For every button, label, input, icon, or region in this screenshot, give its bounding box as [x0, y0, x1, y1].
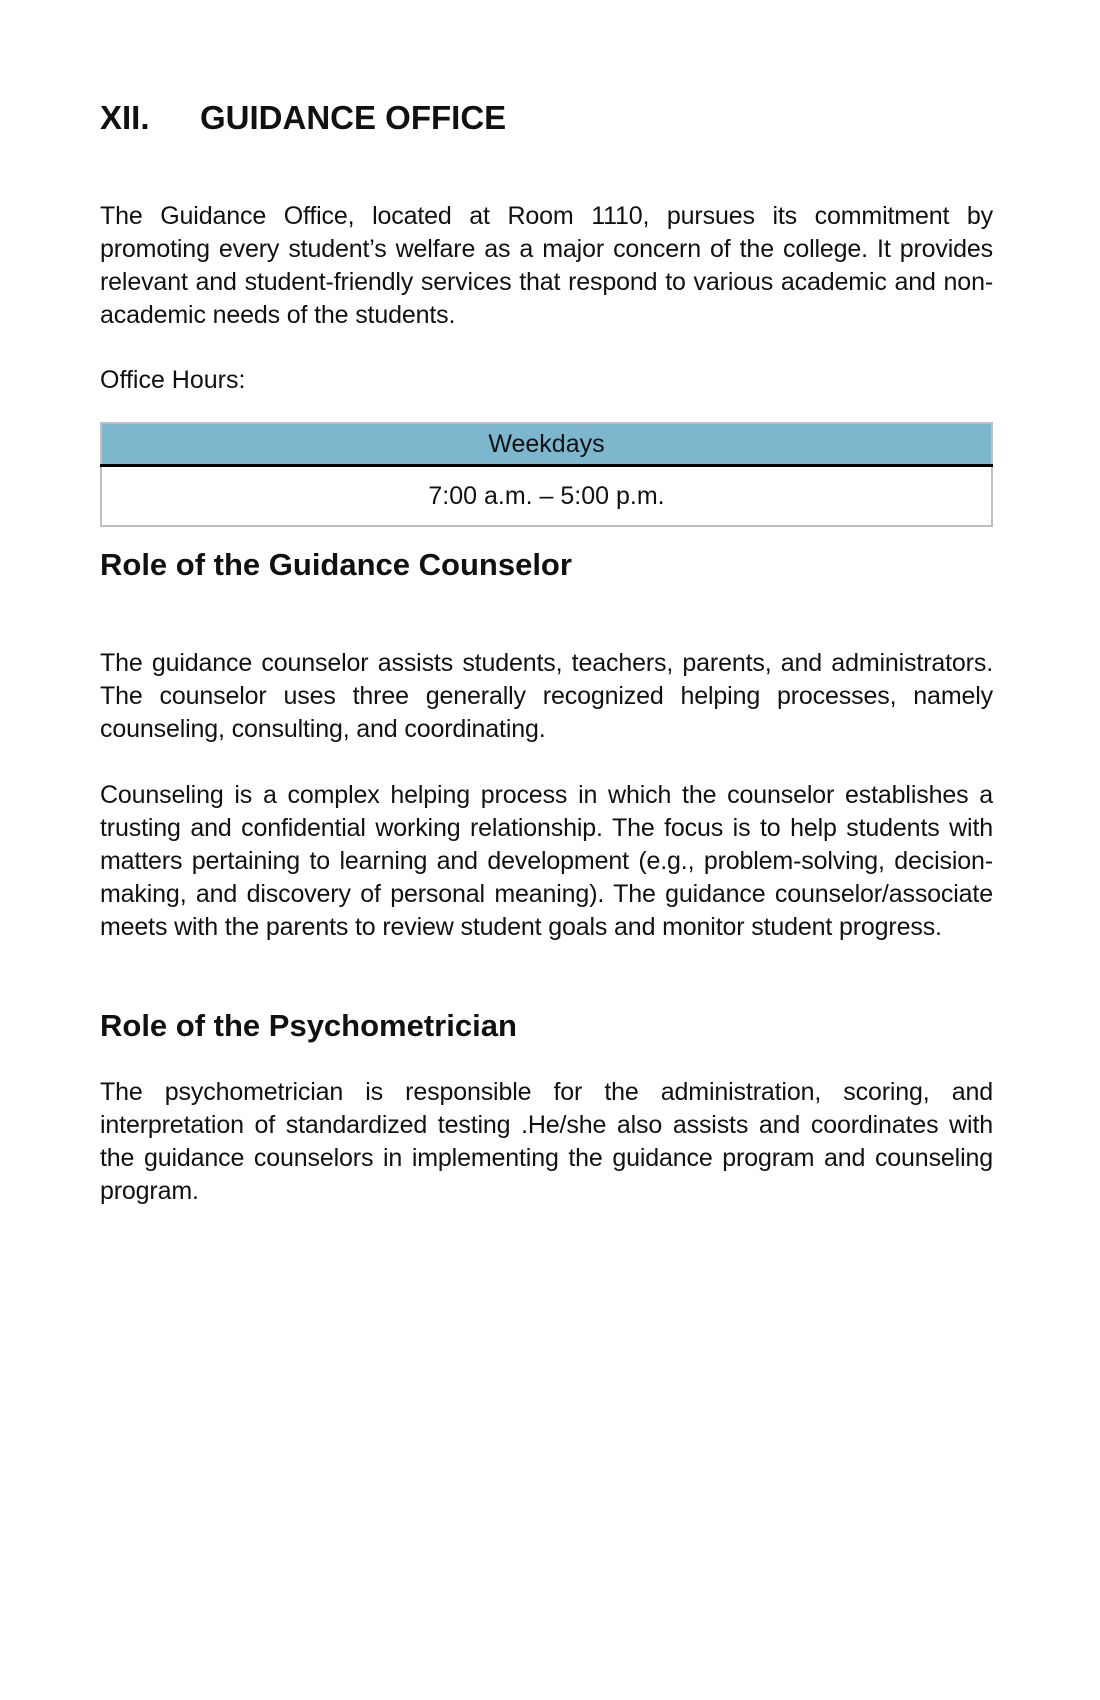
office-hours-header-row: [101, 423, 992, 466]
page-content: [100, 96, 993, 1208]
psychometrician-paragraph: The psychometrician is responsible for the administration, scoring, and interpretation of standardized testing .He/she also assists and coordinates with the guidance counselors in implementing the guidance program and counseling program.: [100, 1078, 993, 1205]
counselor-paragraph: The guidance counselor assists students, teachers, parents, and administrators. The counselor uses three generally recognized helping processes, namely counseling, consulting, and coordinating.: [100, 649, 993, 743]
psychometrician-heading: Role of the Psychometrician: [100, 1008, 517, 1043]
section-title: GUIDANCE OFFICE: [200, 99, 507, 136]
office-hours-value: 7:00 a.m. – 5:00 p.m.: [101, 466, 992, 527]
section-number: XII.: [100, 99, 150, 136]
intro-paragraph: The Guidance Office, located at Room 1110, pursues its commitment by promoting every student’s welfare as a major concern of the college. It provides relevant and student-friendly services that respond to various academic and non-academic needs of the students.: [100, 202, 993, 329]
office-hours-header: Weekdays: [101, 423, 992, 466]
section-header: [100, 96, 993, 140]
office-hours-row: [101, 466, 992, 527]
office-hours-table: [100, 422, 993, 527]
counseling-paragraph: Counseling is a complex helping process in which the counselor establishes a trusting and confidential working relationship. The focus is to help students with matters pertaining to learning and development (e.g., problem-solving, decision-making, and discovery of personal meaning). The guidance counselor/associate meets with the parents to review student goals and monitor student progress.: [100, 781, 993, 941]
office-hours-label: Office Hours:: [100, 366, 246, 394]
counselor-heading: Role of the Guidance Counselor: [100, 547, 572, 582]
